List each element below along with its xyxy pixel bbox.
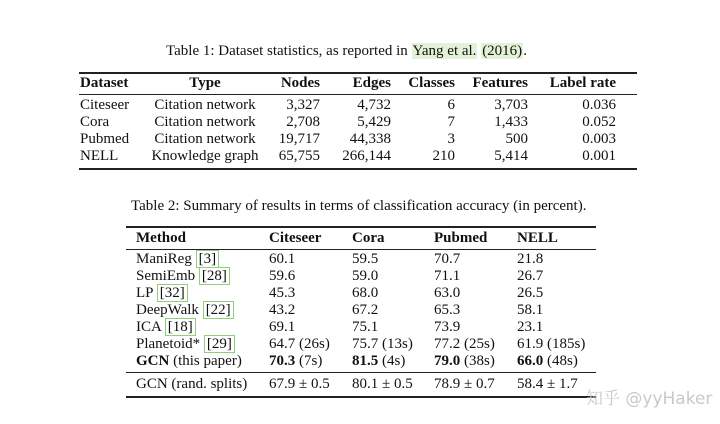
table1-cell-classes: 3 — [447, 131, 455, 147]
table1-cell-label-rate: 0.036 — [582, 97, 616, 113]
table2-header-nell: NELL — [517, 230, 558, 246]
table1-cell-classes: 210 — [432, 148, 455, 164]
table2-method-cell — [136, 285, 188, 302]
table2-value-pubmed: 73.9 — [434, 319, 461, 335]
table1-cell-type: Citation network — [154, 97, 256, 113]
table2-header-pubmed: Pubmed — [434, 230, 488, 246]
table2-caption: Table 2: Summary of results in terms of classification accuracy (in percent). — [131, 198, 587, 214]
table2-method-cell — [136, 251, 219, 268]
table1-bottom-rule — [79, 168, 637, 170]
table1-cell-features: 500 — [505, 131, 528, 147]
table1-cell-nodes: 19,717 — [278, 131, 320, 147]
table1-cell-nodes: 2,708 — [286, 114, 320, 130]
table2-value-nell: 61.9 (185s) — [517, 336, 586, 352]
table2-value-pubmed: 71.1 — [434, 268, 461, 284]
table2-bottom-rule — [126, 396, 596, 398]
gcn-value-time: (7s) — [299, 353, 323, 369]
table1-cell-features: 5,414 — [494, 148, 528, 164]
table1-cell-edges: 44,338 — [349, 131, 391, 147]
watermark-text: 知乎 @yyHaker — [586, 389, 713, 409]
table1-header-nodes: Nodes — [280, 75, 320, 91]
table2-rand-value-citeseer: 67.9 ± 0.5 — [269, 376, 330, 392]
gcn-value-time: (48s) — [547, 353, 578, 369]
table2-gcn-value-nell — [517, 353, 578, 370]
table2-gcn-method-cell — [136, 353, 242, 370]
table1-header-type: Type — [189, 75, 221, 91]
table2-sep-rule — [126, 372, 596, 373]
table2-rand-value-nell: 58.4 ± 1.7 — [517, 376, 578, 392]
table2-header-citeseer: Citeseer — [269, 230, 322, 246]
table1-header-edges: Edges — [352, 75, 391, 91]
table2-gcn-value-cora — [352, 353, 405, 370]
method-name: DeepWalk — [136, 302, 199, 318]
table2-value-pubmed: 63.0 — [434, 285, 461, 301]
table1-cell-features: 1,433 — [494, 114, 528, 130]
table1-caption — [166, 43, 527, 60]
table1-mid-rule — [79, 94, 637, 95]
table1-cell-edges: 5,429 — [357, 114, 391, 130]
table1-caption-prefix: Table 1: Dataset statistics, as reported in — [166, 43, 408, 59]
table1-cell-dataset: NELL — [80, 148, 119, 164]
table2-value-citeseer: 60.1 — [269, 251, 296, 267]
table2-method-cell — [136, 268, 230, 285]
table1-top-rule — [79, 72, 637, 74]
method-citation-link[interactable]: [28] — [199, 267, 230, 285]
table2-value-cora: 59.5 — [352, 251, 379, 267]
gcn-value-time: (38s) — [464, 353, 495, 369]
table2-value-nell: 21.8 — [517, 251, 544, 267]
table2-method-cell — [136, 302, 234, 319]
table2-value-pubmed: 77.2 (25s) — [434, 336, 495, 352]
gcn-method-name: GCN — [136, 353, 170, 369]
table1-cell-type: Citation network — [154, 114, 256, 130]
method-name: ICA — [136, 319, 162, 335]
table2-gcn-value-pubmed — [434, 353, 495, 370]
method-name: LP — [136, 285, 153, 301]
table1-header-features: Features — [472, 75, 528, 91]
table1-caption-year[interactable]: (2016) — [482, 43, 523, 59]
table1-cell-classes: 7 — [447, 114, 455, 130]
table2-value-cora: 68.0 — [352, 285, 379, 301]
table2-value-pubmed: 65.3 — [434, 302, 461, 318]
table2-value-citeseer: 45.3 — [269, 285, 296, 301]
table1-cell-dataset: Pubmed — [80, 131, 130, 147]
table2-value-citeseer: 43.2 — [269, 302, 296, 318]
table1-header-classes: Classes — [408, 75, 455, 91]
table1-header-label-rate: Label rate — [549, 75, 616, 91]
gcn-method-note: (this paper) — [173, 353, 242, 369]
table1-caption-end: . — [523, 43, 527, 59]
table2-method-cell — [136, 319, 196, 336]
table1-cell-nodes: 65,755 — [278, 148, 320, 164]
table1-cell-type: Citation network — [154, 131, 256, 147]
table2-gcn-value-citeseer — [269, 353, 322, 370]
table2-rand-method: GCN (rand. splits) — [136, 376, 248, 392]
table2-header-method: Method — [136, 230, 186, 246]
table2-value-cora: 75.7 (13s) — [352, 336, 413, 352]
table2-rand-value-pubmed: 78.9 ± 0.7 — [434, 376, 495, 392]
gcn-value-main: 70.3 — [269, 353, 296, 369]
table1-cell-dataset: Citeseer — [80, 97, 130, 113]
table1-cell-type: Knowledge graph — [151, 148, 259, 164]
gcn-value-main: 79.0 — [434, 353, 461, 369]
method-name: ManiReg — [136, 251, 192, 267]
table2-value-cora: 67.2 — [352, 302, 379, 318]
table1-cell-nodes: 3,327 — [286, 97, 320, 113]
table2-value-citeseer: 69.1 — [269, 319, 296, 335]
table2-value-citeseer: 64.7 (26s) — [269, 336, 330, 352]
table2-value-nell: 26.5 — [517, 285, 544, 301]
table2-value-nell: 26.7 — [517, 268, 544, 284]
gcn-value-main: 81.5 — [352, 353, 379, 369]
table1-cell-features: 3,703 — [494, 97, 528, 113]
table1-header-dataset: Dataset — [80, 75, 129, 91]
table1-cell-classes: 6 — [447, 97, 455, 113]
method-citation-link[interactable]: [29] — [204, 335, 235, 353]
table2-top-rule — [126, 226, 596, 228]
table2-method-cell — [136, 336, 235, 353]
method-name: Planetoid* — [136, 336, 201, 352]
table1-cell-label-rate: 0.003 — [582, 131, 616, 147]
table1-cell-edges: 4,732 — [357, 97, 391, 113]
gcn-value-time: (4s) — [382, 353, 406, 369]
table2-value-cora: 59.0 — [352, 268, 379, 284]
table1-cell-label-rate: 0.001 — [582, 148, 616, 164]
table2-value-citeseer: 59.6 — [269, 268, 296, 284]
table2-value-pubmed: 70.7 — [434, 251, 461, 267]
method-citation-link[interactable]: [3] — [196, 250, 220, 268]
table2-header-cora: Cora — [352, 230, 385, 246]
method-citation-link[interactable]: [18] — [165, 318, 196, 336]
table1-cell-edges: 266,144 — [342, 148, 391, 164]
method-citation-link[interactable]: [32] — [157, 284, 188, 302]
table2-value-nell: 23.1 — [517, 319, 544, 335]
method-name: SemiEmb — [136, 268, 196, 284]
table2-rand-value-cora: 80.1 ± 0.5 — [352, 376, 413, 392]
gcn-value-main: 66.0 — [517, 353, 544, 369]
table2-value-nell: 58.1 — [517, 302, 544, 318]
table1-cell-dataset: Cora — [80, 114, 110, 130]
table1-caption-citation[interactable]: Yang et al. — [412, 43, 477, 59]
table1-cell-label-rate: 0.052 — [582, 114, 616, 130]
table2-value-cora: 75.1 — [352, 319, 379, 335]
method-citation-link[interactable]: [22] — [203, 301, 234, 319]
